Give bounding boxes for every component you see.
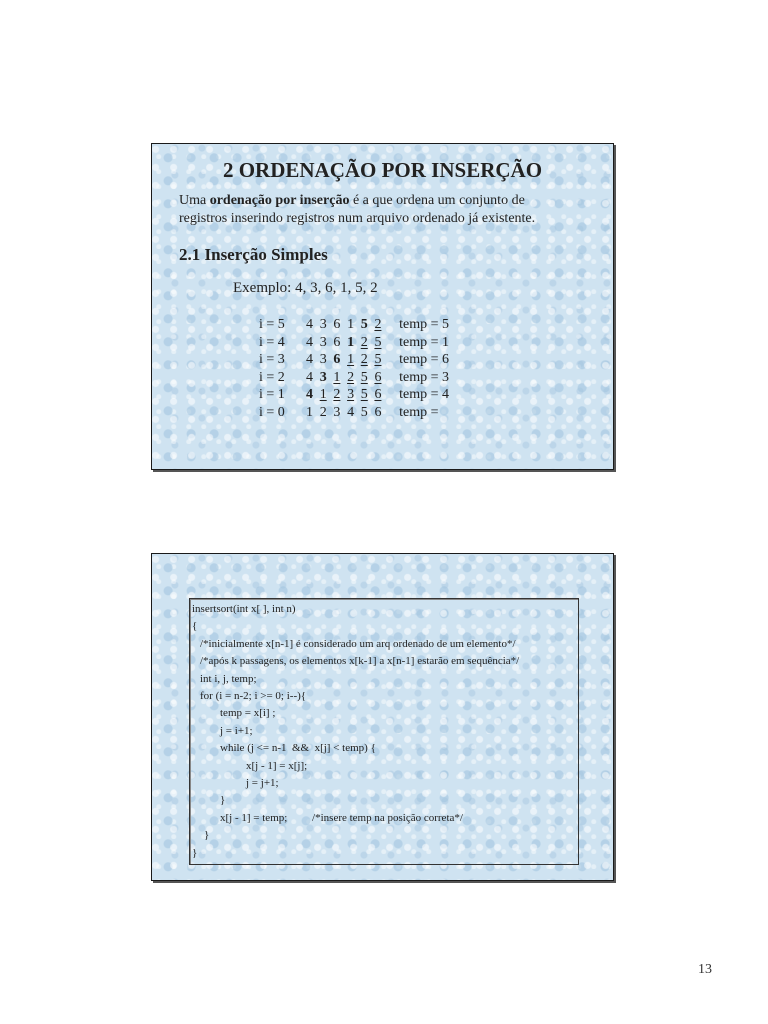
trace-index-label: i = 4 xyxy=(259,334,285,350)
code-line: int i, j, temp; xyxy=(200,672,257,685)
trace-value: 3 xyxy=(319,334,327,350)
trace-value: 4 xyxy=(306,334,313,350)
code-line: { xyxy=(192,620,198,633)
trace-temp: temp = 3 xyxy=(399,369,450,385)
intro-bold-term: ordenação por inserção xyxy=(209,193,350,208)
code-line: x[j - 1] = x[j]; xyxy=(246,759,308,772)
intro-prefix: Uma xyxy=(179,193,210,208)
code-line: insertsort(int x[ ], int n) xyxy=(192,603,296,615)
trace-row xyxy=(259,334,449,352)
trace-value: 5 xyxy=(360,387,368,403)
trace-index-label: i = 2 xyxy=(259,369,285,385)
slide-insertion-sort-intro xyxy=(151,143,614,470)
example-sequence: Exemplo: 4, 3, 6, 1, 5, 2 xyxy=(233,280,378,296)
trace-value: 3 xyxy=(319,317,327,332)
trace-value: 4 xyxy=(306,369,313,385)
trace-temp: temp = 5 xyxy=(399,317,450,332)
trace-temp: temp = xyxy=(399,404,439,420)
trace-row xyxy=(259,351,449,369)
trace-value: 2 xyxy=(360,352,368,368)
code-line: temp = x[i] ; xyxy=(220,707,276,720)
trace-value: 4 xyxy=(306,352,313,368)
trace-value: 6 xyxy=(374,404,382,420)
intro-line2: registros inserindo registros num arquivo ordenado já existente. xyxy=(179,211,536,226)
code-line: } xyxy=(204,829,210,842)
trace-value: 6 xyxy=(374,387,382,403)
trace-value: 4 xyxy=(306,387,313,403)
code-line: for (i = n-2; i >= 0; i--){ xyxy=(200,690,307,702)
code-line: } xyxy=(192,846,198,859)
trace-index-label: i = 5 xyxy=(259,317,285,332)
page-number: 13 xyxy=(698,962,712,977)
trace-value: 6 xyxy=(333,352,341,368)
trace-value: 3 xyxy=(319,352,327,368)
trace-value: 2 xyxy=(319,404,327,420)
trace-value: 3 xyxy=(333,404,341,420)
code-line: /*inicialmente x[n-1] é considerado um arq ordenado de um elemento*/ xyxy=(200,637,516,650)
trace-temp: temp = 6 xyxy=(399,352,450,368)
trace-value: 6 xyxy=(333,334,341,350)
trace-index-label: i = 3 xyxy=(259,352,285,368)
code-line: while (j <= n-1 && x[j] < temp) { xyxy=(220,742,376,755)
trace-value: 1 xyxy=(333,369,341,385)
code-line: } xyxy=(220,794,226,807)
trace-value: 1 xyxy=(347,317,355,332)
trace-row xyxy=(259,386,449,404)
trace-temp: temp = 1 xyxy=(399,334,450,350)
trace-value: 5 xyxy=(360,369,368,385)
slide-insertsort-code xyxy=(151,553,614,881)
trace-value: 1 xyxy=(319,387,327,403)
trace-row xyxy=(259,369,449,387)
trace-value: 3 xyxy=(319,369,327,385)
trace-row xyxy=(259,316,449,334)
trace-value: 6 xyxy=(333,317,341,332)
code-line: x[j - 1] = temp; /*insere temp na posição correta*/ xyxy=(220,811,463,824)
trace-value: 5 xyxy=(360,404,368,420)
slide-title: 2 ORDENAÇÃO POR INSERÇÃO xyxy=(222,158,543,182)
trace-value: 5 xyxy=(360,317,368,332)
trace-value: 2 xyxy=(360,334,368,350)
trace-value: 6 xyxy=(374,369,382,385)
trace-index-label: i = 0 xyxy=(259,404,285,420)
trace-value: 4 xyxy=(306,317,313,332)
trace-value: 5 xyxy=(374,334,382,350)
intro-suffix: é a que ordena um conjunto de xyxy=(349,193,525,208)
intro-paragraph xyxy=(179,192,599,228)
trace-value: 1 xyxy=(347,334,355,350)
insertion-trace-table xyxy=(259,316,449,422)
trace-value: 4 xyxy=(347,404,355,420)
trace-value: 2 xyxy=(333,387,341,403)
trace-value: 5 xyxy=(374,352,382,368)
trace-temp: temp = 4 xyxy=(399,387,450,403)
trace-value: 1 xyxy=(347,352,355,368)
trace-index-label: i = 1 xyxy=(259,387,285,403)
trace-value: 1 xyxy=(306,404,313,420)
trace-value: 2 xyxy=(347,369,355,385)
trace-value: 3 xyxy=(347,387,355,403)
code-line: j = j+1; xyxy=(246,777,279,789)
code-line: /*após k passagens, os elementos x[k-1] a x[n-1] estarão em sequência*/ xyxy=(200,655,520,668)
section-subheading: 2.1 Inserção Simples xyxy=(179,245,328,264)
trace-row xyxy=(259,404,449,422)
code-block xyxy=(189,598,579,865)
trace-value: 2 xyxy=(374,317,382,332)
code-line: j = i+1; xyxy=(220,724,253,737)
